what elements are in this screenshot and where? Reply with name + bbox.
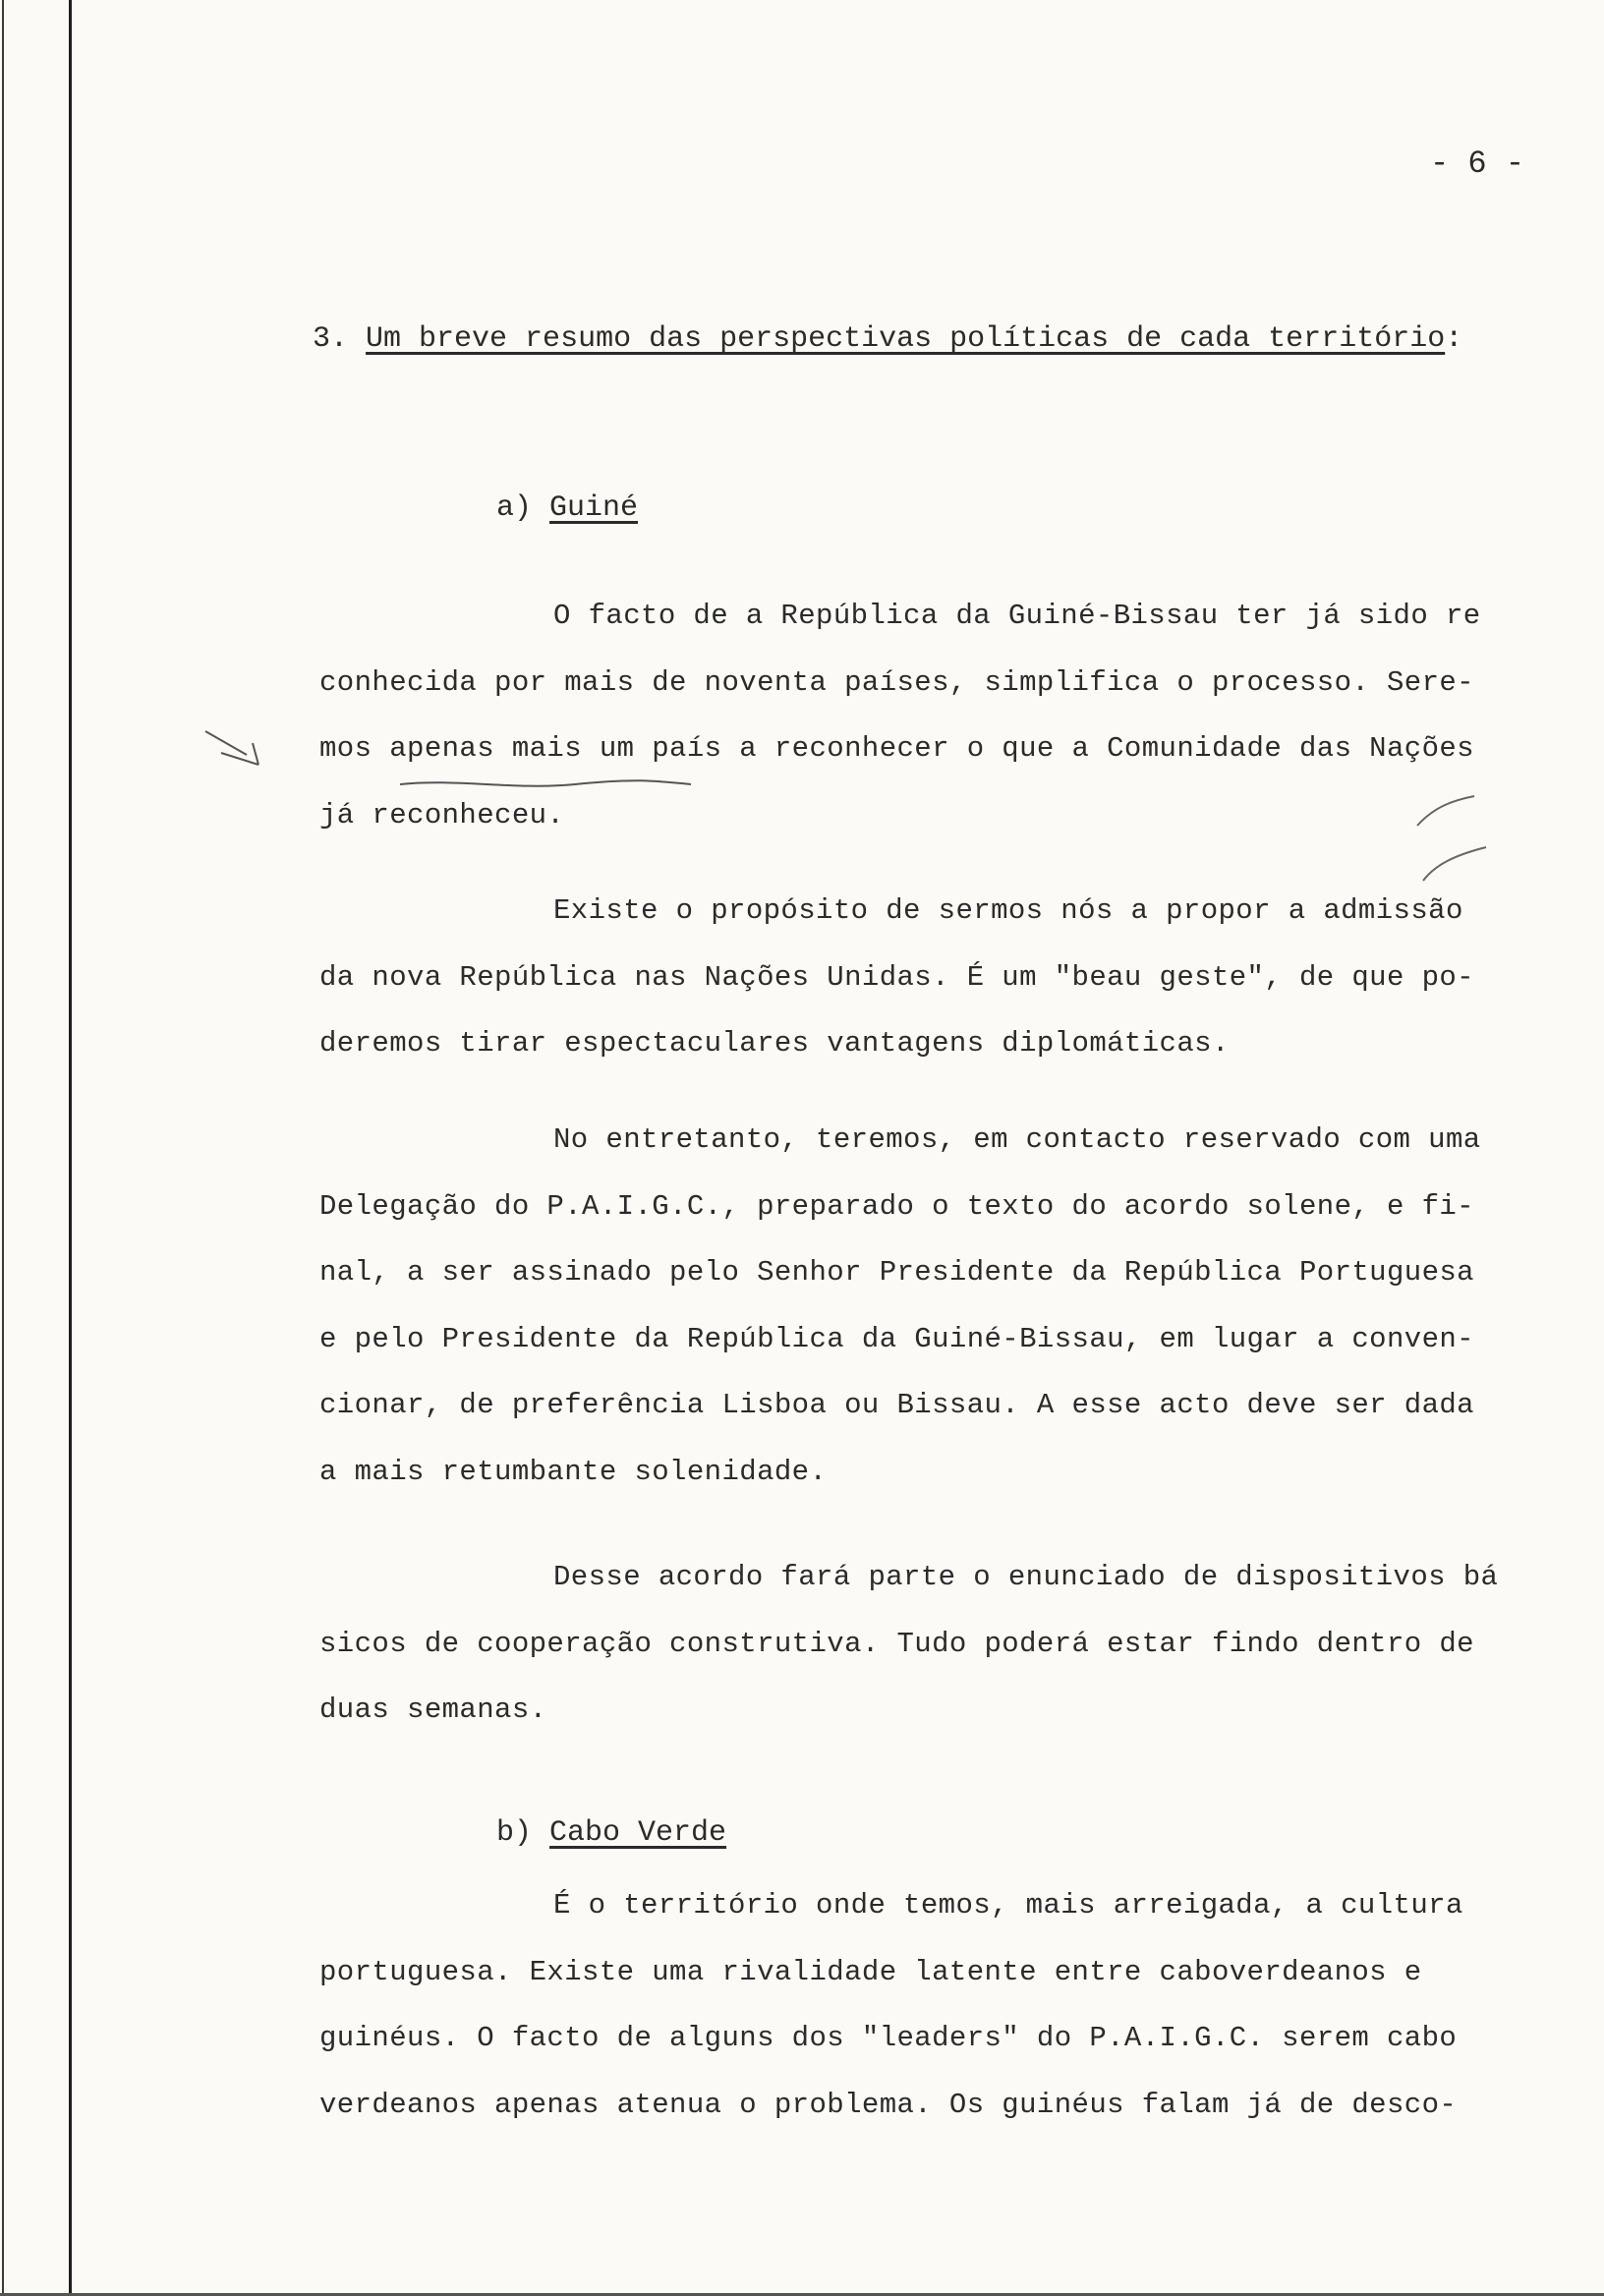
paragraph-line: mos apenas mais um país a reconhecer o que a Comunidade das Nações	[319, 732, 1474, 765]
heading-colon: :	[1445, 322, 1463, 356]
paragraph-line: É o território onde temos, mais arreigada, a cultura	[553, 1889, 1463, 1922]
subsection-a-title: Guiné	[549, 491, 639, 525]
paragraph-a2	[319, 894, 1509, 1094]
subsection-b-heading	[496, 1816, 726, 1850]
margin-pen-mark	[201, 725, 270, 775]
paragraph-line: Delegação do P.A.I.G.C., preparado o texto do acordo solene, e fi-	[319, 1189, 1474, 1223]
left-edge-line	[2, 0, 4, 2296]
paragraph-line: O facto de a República da Guiné-Bissau ter já sido re	[553, 600, 1481, 632]
subsection-b-label: b)	[496, 1816, 533, 1850]
paragraph-line: duas semanas.	[319, 1693, 547, 1726]
paragraph-line: verdeanos apenas atenua o problema. Os guinéus falam já de desco-	[319, 2088, 1458, 2121]
paragraph-line: nal, a ser assinado pelo Senhor Presidente da República Portuguesa	[319, 1256, 1474, 1289]
paragraph-line: portuguesa. Existe uma rivalidade latente entre caboverdeanos e	[319, 1955, 1422, 1988]
paragraph-a1	[319, 600, 1509, 865]
subsection-b-title: Cabo Verde	[549, 1816, 727, 1850]
left-margin-line	[69, 0, 72, 2296]
paragraph-line: já reconheceu.	[319, 798, 565, 832]
paragraph-line: cionar, de preferência Lisboa ou Bissau. A esse acto deve ser dada	[319, 1389, 1474, 1421]
section-heading	[313, 322, 1462, 356]
paragraph-line: Existe o propósito de sermos nós a propor a admissão	[553, 894, 1463, 927]
margin-pen-mark-right	[1415, 786, 1494, 885]
paragraph-line: deremos tirar espectaculares vantagens diplomáticas.	[319, 1027, 1230, 1060]
heading-title: Um breve resumo das perspectivas políticas de cada território	[366, 322, 1446, 356]
paragraph-line: conhecida por mais de noventa países, simplifica o processo. Sere-	[319, 665, 1474, 699]
heading-number: 3.	[313, 322, 349, 356]
handwritten-underline	[398, 776, 693, 792]
paragraph-a4	[319, 1561, 1509, 1760]
paragraph-b1	[319, 1889, 1509, 2154]
paragraph-line: da nova República nas Nações Unidas. É um "beau geste", de que po-	[319, 960, 1474, 994]
paragraph-a3	[319, 1123, 1509, 1521]
subsection-a-label: a)	[496, 491, 533, 525]
paragraph-line: e pelo Presidente da República da Guiné-Bissau, em lugar a conven-	[319, 1322, 1474, 1355]
page-number: - 6 -	[1430, 145, 1525, 182]
paragraph-line: sicos de cooperação construtiva. Tudo poderá estar findo dentro de	[319, 1627, 1474, 1660]
paragraph-line: guinéus. O facto de alguns dos "leaders" do P.A.I.G.C. serem cabo	[319, 2022, 1458, 2054]
subsection-a-heading	[496, 491, 638, 525]
paragraph-line: Desse acordo fará parte o enunciado de dispositivos bá	[553, 1561, 1499, 1593]
paragraph-line: No entretanto, teremos, em contacto reservado com uma	[553, 1123, 1481, 1156]
paragraph-line: a mais retumbante solenidade.	[319, 1455, 828, 1488]
